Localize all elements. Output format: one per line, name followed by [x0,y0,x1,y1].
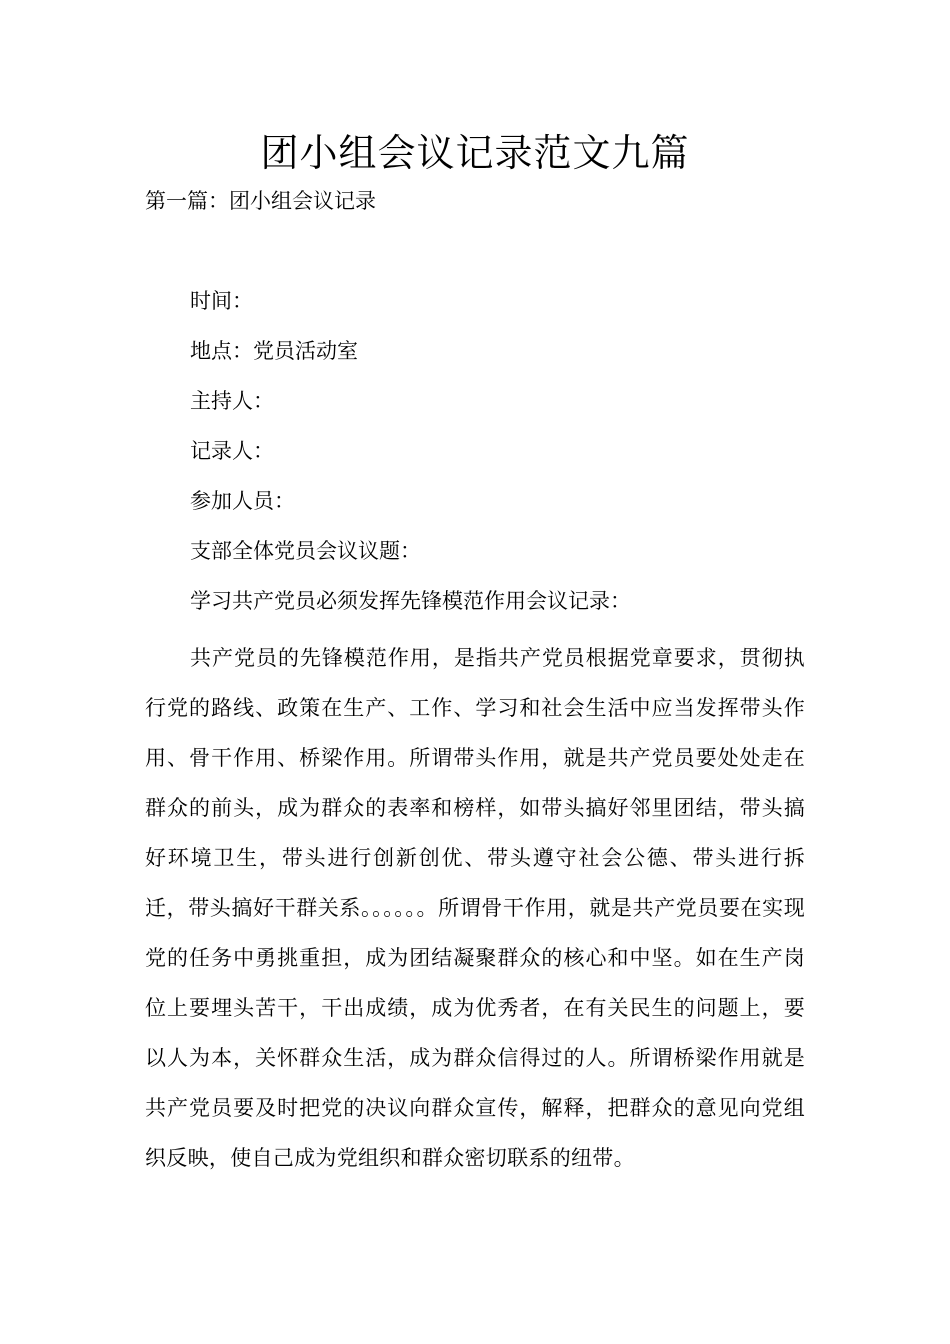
field-agenda: 支部全体党员会议议题： [190,539,421,563]
body-paragraph: 共产党员的先锋模范作用，是指共产党员根据党章要求，贯彻执行党的路线、政策在生产、工作、学习和社会生活中应当发挥带头作用、骨干作用、桥梁作用。所谓带头作用，就是共产党员要处处走在群众的前头，成为群众的表率和榜样，如带头搞好邻里团结，带头搞好环境卫生，带头进行创新创优、带头遵守社会公德、带头进行拆迁，带头搞好干群关系。。。。。。所谓骨干作用，就是共产党员要在实现党的任务中勇挑重担，成为团结凝聚群众的核心和中坚。如在生产岗位上要埋头苦干，干出成绩，成为优秀者，在有关民生的问题上，要以人为本，关怀群众生活，成为群众信得过的人。所谓桥梁作用就是共产党员要及时把党的决议向群众宣传，解释，把群众的意见向党组织反映，使自己成为党组织和群众密切联系的纽带。 [145,646,805,1170]
field-host: 主持人： [190,389,274,413]
meeting-info-list [190,285,631,635]
field-study-topic: 学习共产党员必须发挥先锋模范作用会议记录： [190,589,631,613]
field-participants: 参加人员： [190,489,295,513]
field-location: 地点：党员活动室 [190,339,358,363]
field-recorder: 记录人： [190,439,274,463]
section-heading: 第一篇：团小组会议记录 [145,189,376,213]
field-time: 时间： [190,289,253,313]
document-title: 团小组会议记录范文九篇 [260,131,690,175]
